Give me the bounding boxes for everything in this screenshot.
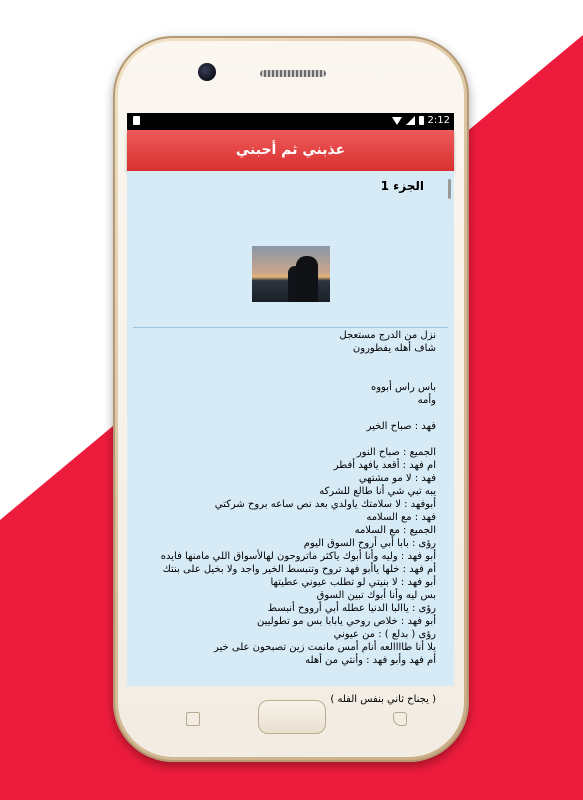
story-text (136, 329, 436, 706)
status-bar (127, 113, 454, 130)
app-bar (127, 130, 454, 171)
story-line: فهد : صباح الخير (366, 421, 436, 432)
story-line: أبو فهد : وليه وأنا أبوك ياكثر ماتروحون لهالأسواق اللي مامنها فايده (160, 551, 436, 562)
front-camera (198, 63, 216, 81)
recent-apps-key[interactable] (186, 712, 200, 726)
story-line: فهد : مع السلامه (366, 512, 436, 523)
home-button[interactable] (258, 700, 326, 734)
story-line (136, 433, 436, 446)
battery-icon (419, 116, 424, 125)
story-line: رؤى : ياالبا الدنيا عطله أبي أرووح أنبسط (267, 603, 436, 614)
part-title: الجزء 1 (380, 179, 424, 193)
scrollbar[interactable] (448, 179, 451, 199)
divider (133, 327, 448, 328)
story-line: يلا أنا طاااالعه أنام أمس مانمت زين تصبحون على خير (213, 642, 436, 653)
story-line: فهد : لا مو مشتهي (358, 473, 436, 484)
story-line (136, 368, 436, 381)
story-line: أبوفهد : لا سلامتك ياولدي بعد نص ساعه بروح شركتي (214, 499, 436, 510)
story-line: ام فهد : أقعد يافهد أفطر (333, 460, 436, 471)
story-image (252, 246, 330, 302)
story-line: وأمه (417, 395, 436, 406)
story-line: نزل من الدرج مستعجل (339, 330, 436, 341)
story-line (136, 355, 436, 368)
story-line: باس راس أبووه (370, 382, 436, 393)
back-key[interactable] (393, 712, 407, 726)
story-line: أبو فهد : خلاص روحي يابابا بس مو تطوليين (257, 616, 436, 627)
story-line: أبو فهد : لا بنيتي لو تطلب عيوني عطيتها (270, 577, 436, 588)
story-content[interactable] (127, 171, 454, 705)
story-line: بس ليه وأنا أبوك تبين السوق (316, 590, 436, 601)
story-line (136, 667, 436, 680)
phone-screen (127, 113, 454, 705)
wifi-icon (392, 117, 402, 125)
story-line: يبه تبي شي أنا طالع للشركه (319, 486, 436, 497)
story-line: ( يجناح ثاني بنفس الفله ) (330, 694, 436, 705)
earpiece-speaker (260, 70, 326, 77)
notification-icon (133, 116, 140, 125)
story-line: الجميع : مع السلامه (354, 525, 436, 536)
story-line: أم فهد : خلها ياأبو فهد تروح وتنبسط الخير واجد ولا بخيل على بنتك (162, 564, 436, 575)
story-line: أم فهد وأبو فهد : وأنتي من أهله (305, 655, 436, 666)
story-line: الجميع : صباح النور (356, 447, 436, 458)
story-line: شاف أهله يفطورون (352, 343, 436, 354)
story-line (136, 407, 436, 420)
story-line: رؤى ( بدلع ) : من عيوني (333, 629, 436, 640)
story-line (136, 680, 436, 693)
status-time: 2:12 (427, 115, 450, 126)
story-line: رؤى : بابا أبي أروح السوق اليوم (303, 538, 436, 549)
signal-icon (406, 116, 415, 125)
app-title: عذبني ثم أحبني (235, 142, 346, 158)
